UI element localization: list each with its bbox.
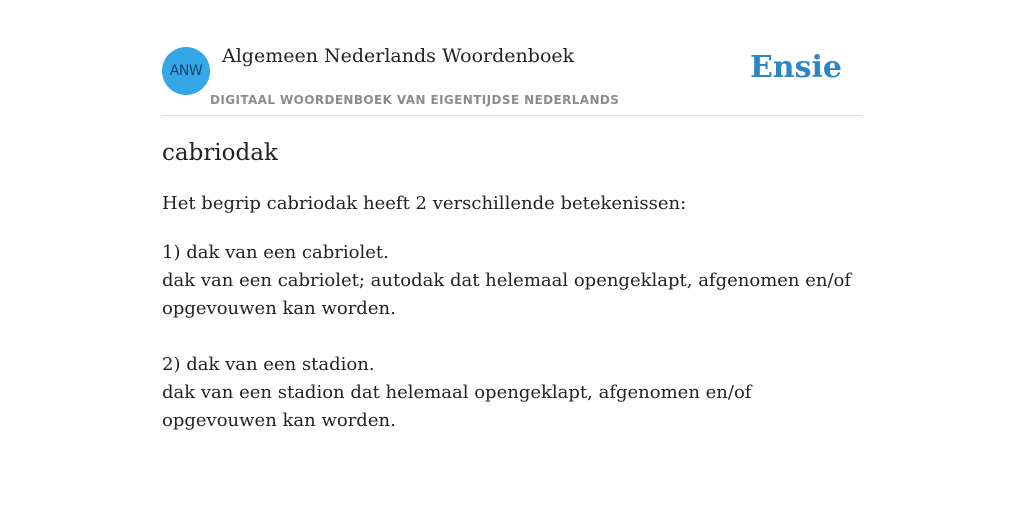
meanings-intro: Het begrip cabriodak heeft 2 verschillende betekenissen: bbox=[162, 193, 687, 214]
site-title[interactable]: Algemeen Nederlands Woordenboek bbox=[222, 45, 575, 67]
meanings-list bbox=[162, 239, 862, 463]
meaning-definition: dak van een cabriolet; autodak dat helemaal opengeklapt, afgenomen en/of opgevouwen kan worden. bbox=[162, 270, 852, 319]
meaning-heading: 2) dak van een stadion. bbox=[162, 354, 375, 375]
meaning-item bbox=[162, 239, 862, 323]
word-title: cabriodak bbox=[162, 140, 278, 166]
site-subtitle: DIGITAAL WOORDENBOEK VAN EIGENTIJDSE NEDERLANDS bbox=[210, 93, 620, 107]
meaning-definition: dak van een stadion dat helemaal opengeklapt, afgenomen en/of opgevouwen kan worden. bbox=[162, 382, 752, 431]
anw-logo-text: ANW bbox=[169, 63, 203, 79]
site-header bbox=[162, 0, 862, 116]
page-container bbox=[162, 0, 862, 512]
anw-logo[interactable] bbox=[162, 47, 210, 95]
meaning-heading: 1) dak van een cabriolet. bbox=[162, 242, 389, 263]
ensie-brand-link[interactable]: Ensie bbox=[749, 50, 842, 85]
meaning-item bbox=[162, 351, 862, 435]
